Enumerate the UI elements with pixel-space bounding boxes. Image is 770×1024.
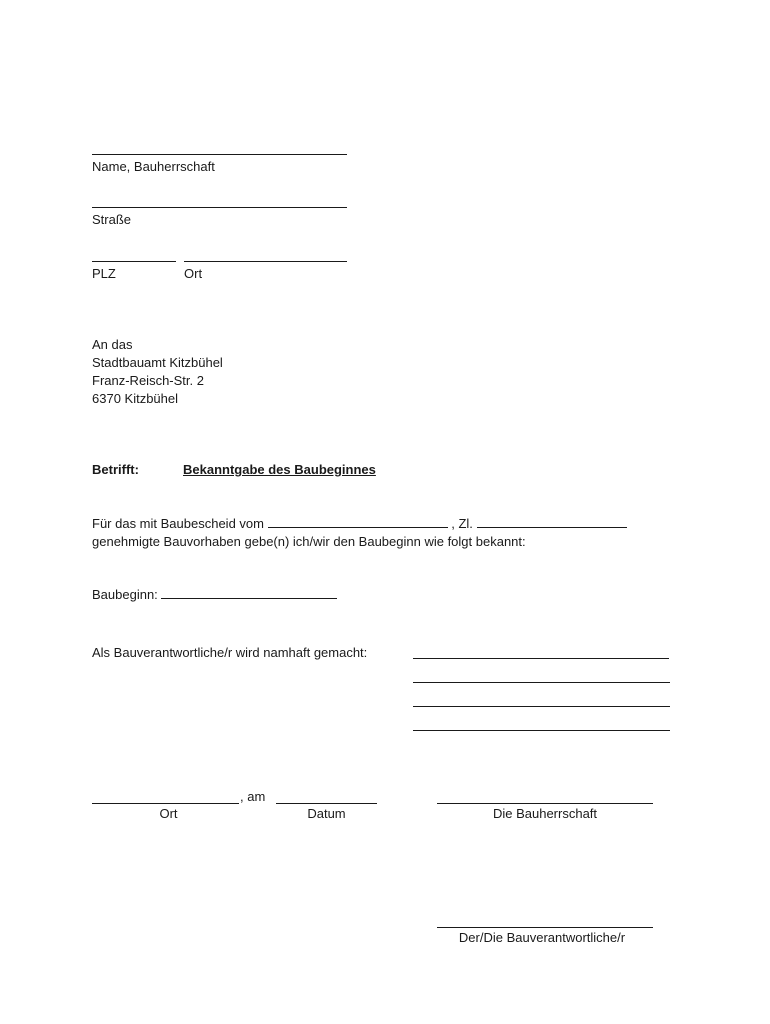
recipient-line-1: An das	[92, 337, 133, 352]
name-label: Name, Bauherrschaft	[92, 159, 215, 174]
city-line[interactable]	[184, 261, 347, 262]
name-line[interactable]	[92, 154, 347, 155]
date-label: Datum	[307, 806, 346, 821]
responsible-line-1[interactable]	[413, 658, 669, 659]
subject-text: Bekanntgabe des Baubeginnes	[183, 462, 376, 477]
recipient-line-2: Stadtbauamt Kitzbühel	[92, 355, 223, 370]
body-line-1-prefix: Für das mit Baubescheid vom	[92, 516, 264, 531]
start-row	[92, 587, 337, 602]
reference-number-field[interactable]	[477, 526, 627, 528]
zip-label: PLZ	[92, 266, 116, 281]
city-label: Ort	[184, 266, 203, 281]
place-line[interactable]	[92, 803, 239, 804]
recipient-line-3: Franz-Reisch-Str. 2	[92, 373, 204, 388]
recipient-line-4: 6370 Kitzbühel	[92, 391, 179, 406]
body-line-1-middle: , Zl.	[451, 516, 473, 531]
start-label: Baubeginn:	[92, 587, 158, 602]
owner-signature-line[interactable]	[437, 803, 653, 804]
responsible-signature-line[interactable]	[437, 927, 653, 928]
owner-label: Die Bauherrschaft	[492, 806, 598, 821]
place-label: Ort	[159, 806, 178, 821]
street-label: Straße	[92, 212, 132, 227]
date-line[interactable]	[276, 803, 377, 804]
body-line-1	[92, 516, 627, 531]
responsible-signature-label: Der/Die Bauverantwortliche/r	[458, 930, 626, 945]
subject-label: Betrifft:	[92, 462, 139, 477]
zip-line[interactable]	[92, 261, 176, 262]
decision-date-field[interactable]	[268, 526, 448, 528]
am-label: , am	[240, 789, 266, 804]
street-line[interactable]	[92, 207, 347, 208]
start-date-field[interactable]	[161, 597, 337, 599]
responsible-line-3[interactable]	[413, 706, 670, 707]
responsible-label: Als Bauverantwortliche/r wird namhaft gemacht:	[92, 645, 368, 660]
body-line-2: genehmigte Bauvorhaben gebe(n) ich/wir den Baubeginn wie folgt bekannt:	[92, 534, 526, 549]
responsible-line-4[interactable]	[413, 730, 670, 731]
responsible-line-2[interactable]	[413, 682, 670, 683]
